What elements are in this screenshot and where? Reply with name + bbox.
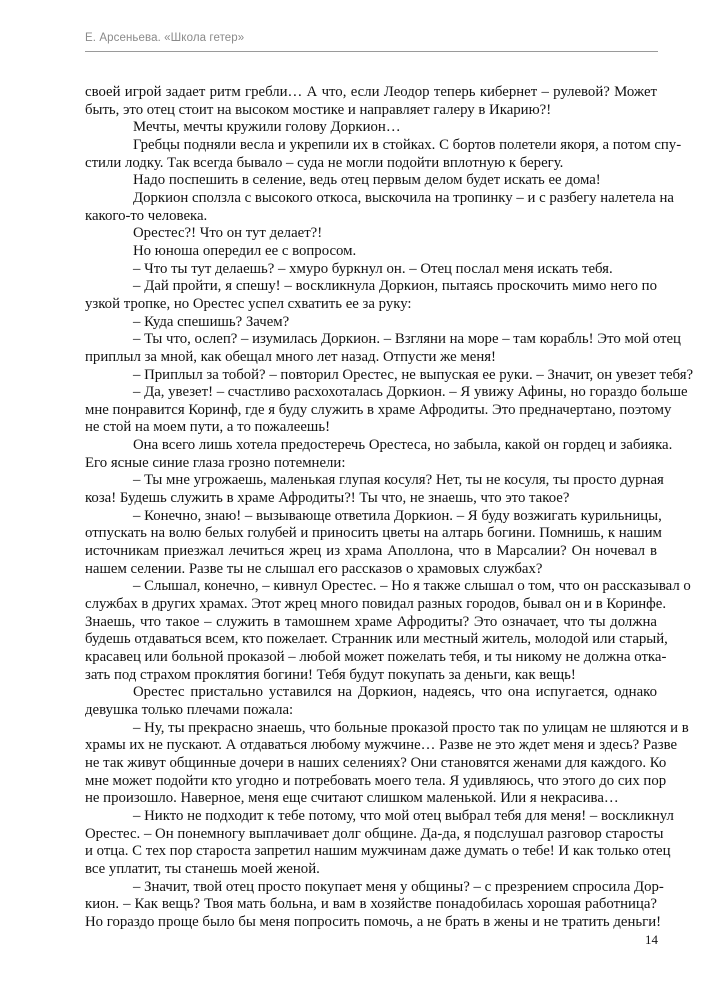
text-line: храмы их не пускают. А отдаваться любому мужчине… Разве не это ждет меня и здесь? Разве xyxy=(85,737,678,754)
text-line: Доркион сползла с высокого откоса, выскочила на тропинку – и с разбегу налетела на xyxy=(133,189,674,206)
text-line: будешь отдаваться всем, кто пожелает. Странник или местный житель, молодой или старый, xyxy=(85,631,668,648)
paragraph xyxy=(85,684,657,719)
header-divider xyxy=(85,51,658,52)
text-line: приплыл за мной, как обещал много лет назад. Отпусти же меня! xyxy=(85,348,496,365)
paragraph xyxy=(85,189,674,225)
text-line: своей игрой задает ритм гребли… А что, если Леодор теперь кибернет – рулевой? Может xyxy=(85,84,657,100)
paragraph xyxy=(85,119,657,137)
paragraph xyxy=(85,807,674,879)
paragraph xyxy=(85,472,664,507)
paragraph xyxy=(85,278,657,313)
text-line: Но юноша опередил ее с вопросом. xyxy=(133,242,357,259)
text-line: – Слышал, конечно, – кивнул Орестес. – Но я также слышал о том, что он рассказывал о xyxy=(133,578,691,595)
text-line: – Приплыл за тобой? – повторил Орестес, не выпуская ее руки. – Значит, он увезет тебя? xyxy=(133,366,694,383)
text-line: Орестес. – Он понемногу выплачивает долг общине. Да-да, я подслушал разговор старосты xyxy=(85,825,664,842)
paragraph xyxy=(85,437,673,472)
text-line: – Значит, твой отец просто покупает меня у общины? – с презрением спросила Дор- xyxy=(133,878,664,895)
text-line: стили лодку. Так всегда бывало – суда не могли подойти вплотную к берегу. xyxy=(85,154,564,171)
text-line: девушка только плечами пожала: xyxy=(85,701,294,718)
text-line: Гребцы подняли весла и укрепили их в стойках. С бортов полетели якоря, а потом спу- xyxy=(133,136,682,153)
paragraph xyxy=(85,878,664,932)
text-line: коза! Будешь служить в храме Афродиты?! Ты что, не знаешь, что это такое? xyxy=(85,490,570,507)
text-line: – Дай пройти, я спешу! – воскликнула Доркион, пытаясь проскочить мимо него по xyxy=(133,278,657,295)
text-line: – Конечно, знаю! – вызывающе ответила Доркион. – Я буду возжигать курильницы, xyxy=(133,507,662,524)
text-line: не так живут общинные дочери в наших селениях? Они становятся женами для каждого. Ко xyxy=(85,754,667,771)
text-line: красавец или больной проказой – любой может пожелать тебя, и ты никому не должна отка- xyxy=(85,649,667,665)
text-line: Она всего лишь хотела предостеречь Орестеса, но забыла, какой он гордец и забияка. xyxy=(133,437,673,454)
text-line: мне понравится Коринф, где я буду служить в храме Афродиты. Это предначертано, поэтому xyxy=(85,401,672,418)
text-line: Мечты, мечты кружили голову Доркион… xyxy=(133,119,401,136)
text-line: узкой тропке, но Орестес успел схватить ее за руку: xyxy=(85,295,412,312)
text-line: – Ты что, ослеп? – изумилась Доркион. – Взгляни на море – там корабль! Это мой отец xyxy=(133,331,681,348)
paragraph xyxy=(85,578,691,684)
text-line: не произошло. Наверное, меня еще считают слишком маленькой. Или я некрасива… xyxy=(85,790,619,807)
paragraph xyxy=(85,261,657,279)
paragraph xyxy=(85,243,657,261)
text-line: зать под страхом проклятия богини! Тебя будут покупать за деньги, как вещь! xyxy=(85,666,576,683)
text-line: Но гораздо проще было бы меня попросить помочь, а не брать в жены и не тратить деньги! xyxy=(85,913,662,930)
text-line: – Да, увезет! – счастливо расхохоталась Доркион. – Я увижу Афины, но гораздо больше xyxy=(133,384,688,401)
paragraph xyxy=(85,331,681,366)
text-line: быть, это отец стоит на высоком мостике и направляет галеру в Икарию?! xyxy=(85,101,552,118)
text-line: все уплатит, ты станешь моей женой. xyxy=(85,860,320,877)
page-body-text xyxy=(85,84,694,932)
text-line: мне может подойти кто угодно и потребовать моего тела. Я удивляюсь, что этого до сих пор xyxy=(85,772,667,789)
text-line: какого-то человека. xyxy=(85,207,208,224)
text-line: отпускать на волю белых голубей и приносить цветы на алтарь богини. Помнишь, к нашим xyxy=(85,525,662,542)
text-line: – Куда спешишь? Зачем? xyxy=(133,313,290,330)
paragraph xyxy=(85,172,657,190)
text-line: Надо поспешить в селение, ведь отец первым делом будет искать ее дома! xyxy=(133,172,601,189)
paragraph xyxy=(85,384,688,437)
text-line: источникам приезжал лечиться жрец из храма Аполлона, что в Марсалии? Он ночевал в xyxy=(85,543,657,560)
text-line: кион. – Как вещь? Твоя мать больна, и вам в хозяйстве понадобилась хорошая работница? xyxy=(85,896,657,913)
paragraph xyxy=(85,507,662,579)
text-line: – Никто не подходит к тебе потому, что мой отец выбрал тебя для меня! – воскликнул xyxy=(133,807,674,824)
paragraph xyxy=(85,84,657,119)
text-line: Орестес пристально уставился на Доркион, надеясь, что она испугается, однако xyxy=(133,684,657,701)
page-number: 14 xyxy=(645,932,658,947)
paragraph xyxy=(85,719,689,808)
text-line: Его ясные синие глаза грозно потемнели: xyxy=(85,454,346,471)
running-header: Е. Арсеньева. «Школа гетер» xyxy=(85,32,245,44)
text-line: нашем селении. Разве ты не слышал его рассказов о храмовых службах? xyxy=(85,560,543,577)
text-line: Орестес?! Что он тут делает?! xyxy=(133,225,323,242)
text-line: – Ну, ты прекрасно знаешь, что больные проказой просто так по улицам не шляются и в xyxy=(133,719,689,736)
paragraph xyxy=(85,314,657,332)
text-line: – Что ты тут делаешь? – хмуро буркнул он. – Отец послал меня искать тебя. xyxy=(133,260,613,277)
text-line: – Ты мне угрожаешь, маленькая глупая косуля? Нет, ты не косуля, ты просто дурная xyxy=(133,472,664,489)
paragraph xyxy=(85,136,682,172)
text-line: службах в других храмах. Этот жрец много повидал разных городов, бывал он и в Коринфе. xyxy=(85,596,667,613)
text-line: не стой на моем пути, а то пожалеешь! xyxy=(85,419,330,436)
text-line: и отца. С тех пор староста запретил нашим мужчинам даже думать о тебе! И как только отец xyxy=(85,843,671,860)
paragraph xyxy=(85,225,657,243)
paragraph xyxy=(85,366,694,385)
text-line: Знаешь, что такое – служить в тамошнем храме Афродиты? Это означает, что ты должна xyxy=(85,613,657,630)
